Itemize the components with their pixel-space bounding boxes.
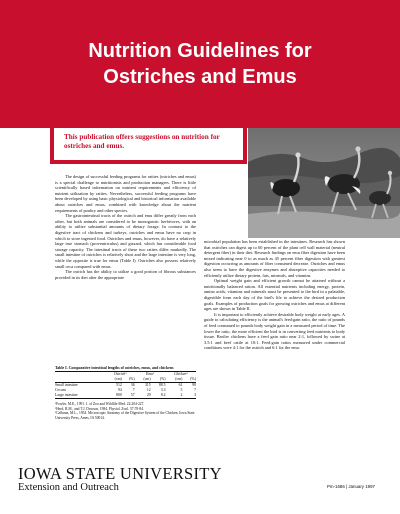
extension-outreach-label: Extension and Outreach [18,482,119,493]
table-cell: Cecum [55,388,66,392]
table-cell: 315 [144,383,151,387]
table-cell: 61 [178,383,183,387]
body-paragraph: The design of successful feeding programs for ratites (ostriches and emus) is a special challenge to nutritionists and production managers. There is little scientifically based information on nutrient requirements and efficiency of nutrient utilization by ratites. Nevertheless, successful feeding programs have been developed by using basic physiological and historical information available about ostriches and emus, combined with knowledge about the nutrient requirements of poultry and other species. [55,174,196,213]
table-cell: 3 [194,393,196,397]
summary-callout [50,128,247,164]
unit-header: (%) [128,377,135,381]
table-cell: 8.2 [160,393,166,397]
table-footnotes [55,402,196,420]
unit-header: (%) [159,377,166,381]
unit-header: (cm) [143,377,151,381]
body-paragraph: microbial population has been established in the intestines. Research has shown that ostriches can digest up to 60 percent of the plant cell wall material (neutral detergent fiber) in their diet. Research findings on emu fiber digestion have been mixed indicating near 0 to as much as 45 percent fiber digestion with greatest digestion occurring as amounts of fiber consumed decrease. Ostriches and emus also seem to have the digestive enzymes and absorptive capacities needed to efficiently utilize dietary protein, fats, minerals, and vitamins. [204,239,345,278]
body-column-left [55,174,196,280]
table-cell: 36 [130,383,135,387]
table-cell: 3.3 [160,388,166,392]
unit-header: (cm) [175,377,183,381]
body-paragraph: The ostrich has the ability to utilize a good portion of fibrous substances provided in its diet after the appropriate [55,269,196,280]
page-title [0,38,400,90]
title-line-2: Ostriches and Emus [103,66,297,88]
photo-illustration [248,128,400,238]
unit-header: (%) [190,377,196,381]
body-paragraph: Optimal weight gain and efficient growth cannot be attained without a nutritionally balanced ration. All essential nutrients including energy, protein, amino acids, vitamins and minerals must be presented to the bird in a palatable, digestible form each day of the bird's life to achieve the desired production goals. Examples of production goals for growing ostriches and emus at different ages are shown in Table II. [204,278,345,312]
table-cell: 90 [192,383,196,387]
column-group-chicken: Chicken³ [173,372,188,376]
table-row [55,393,196,399]
table-cell: 800 [116,393,122,397]
table-cell: 7 [132,388,135,392]
table-cell: 512 [116,383,122,387]
table-cell: 5 [180,388,183,392]
body-paragraph: The gastrointestinal tracts of the ostrich and emu differ greatly from each other, but both animals are considered to be monogastric herbivores, with an ability to utilize substantial amounts of dietary forage. In contrast to the digestive tract of chickens and turkeys, ostriches and emus have no crop in which to store ingested food. Ostriches and emus, however, do have a relatively large true stomach (proventriculus) and gizzard, which has considerable food storage capacity. The intestinal tracts of these two ratites differ markedly. The small intestine of ostriches is relatively short and the large intestine is very long, while the opposite is true for emus (Table I). Ostriches also possess relatively small ceca compared with emus. [55,213,196,269]
publication-number: Pm-1686 | January 1997 [326,484,375,489]
table-cell: 7 [194,388,196,392]
table-cell: 88.5 [158,383,166,387]
table-cell: 29 [146,393,151,397]
title-line-1: Nutrition Guidelines for [88,40,312,62]
table-cell: Large intestine [55,393,78,397]
column-group-emu: Emu² [146,372,155,376]
footnote: ²Herd, R.M., and T.J. Dawson, 1984. Physiol. Zool. 57:70-84. [55,406,144,411]
data-table [55,371,196,399]
table-cell: 2 [180,393,183,397]
table-caption: Table I. Comparative intestinal lengths of ostriches, emus, and chickens [55,366,174,370]
callout-text: This publication offers suggestions on nutrition for ostriches and emus. [64,133,220,150]
footnote: ¹Fowler, M.E., 1991. J. of Zoo and Wildlife Med. 22:204-227. [55,402,145,406]
table-cell: 12 [146,388,151,392]
column-group-ostrich: Ostrich¹ [113,372,127,376]
ostriches-running-photo [248,128,400,238]
footnote: ³Calhoun, M.L., 1954. Microscopic Anatomy of the Digestive System of the Chicken, Iowa State University Press, Ames, IA 50014. [55,411,195,420]
table-cell: 57 [130,393,135,397]
table-cell: Small intestine [55,383,78,387]
table-cell: 94 [118,388,122,392]
body-column-right [204,239,345,351]
intestinal-length-table [55,366,196,420]
unit-header: (cm) [114,377,122,381]
body-paragraph: It is important to efficiently achieve desirable body weight at early ages. A guide to calculating efficiency is the animal's feed:gain ratio, the ratio of pounds of feed consumed to pounds body weight gain in a measured period of time. The lower the ratio, the more efficient the bird is in converting feed nutrients to body tissue. Broiler chickens have a feed gain ratio near 2:1, followed by swine at 3.5:1 and beef cattle at 10:1. Feed:gain ratios measured under commercial conditions were 4:1 for the ostrich and 6:1 for the emu. [204,311,345,351]
university-logo-name: IOWA STATE UNIVERSITY [18,464,222,483]
